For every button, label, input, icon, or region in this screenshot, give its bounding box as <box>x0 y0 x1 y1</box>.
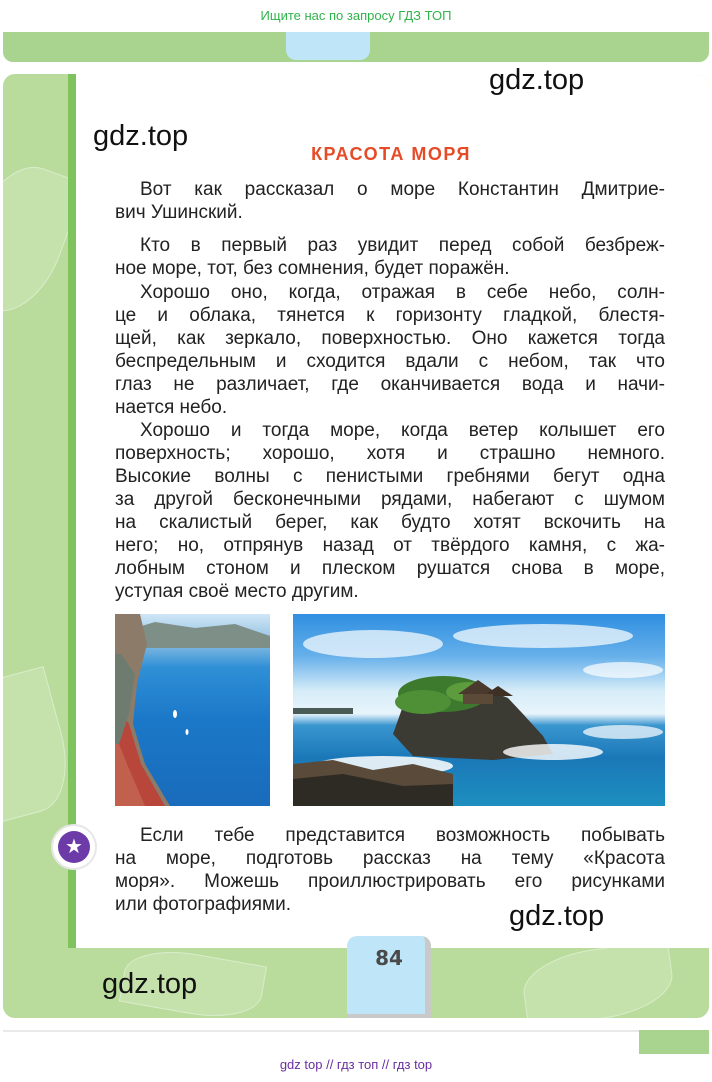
leaf-decoration <box>519 939 677 1018</box>
text-line: на море, подготовь рассказ на тему «Красота <box>115 848 665 869</box>
next-page-margin <box>639 1030 709 1054</box>
text-line: беспредельным и сходится вдали с небом, так что <box>115 351 665 372</box>
page-number-tab <box>347 936 431 1018</box>
footer <box>0 1052 712 1082</box>
text-line: уступая своё место другим. <box>115 581 359 602</box>
temple-rock-illustration <box>293 614 665 806</box>
sea-cliffs-photo <box>115 614 270 806</box>
watermark: gdz.top <box>509 900 605 932</box>
text-line: лобным стоном и плеском рушатся снова в море, <box>115 558 665 579</box>
footer-links[interactable]: gdz top // гдз топ // гдз top <box>279 1057 433 1072</box>
text-line: глаз не различает, где оканчивается вода и начи- <box>115 374 665 395</box>
text-line: Вот как рассказал о море Константин Дмитрие- <box>140 179 665 200</box>
next-page-edge <box>3 1030 709 1052</box>
temple-rock-photo <box>293 614 665 806</box>
intro-paragraph <box>115 178 665 224</box>
text-line: Высокие волны с пенистыми гребнями бегут одна <box>115 466 665 487</box>
page-left-band <box>68 74 76 948</box>
task-icon <box>53 826 95 868</box>
text-line: це и облака, тянется к горизонту гладкой, блестя- <box>115 305 665 326</box>
previous-page-tab <box>286 32 370 60</box>
sea-cliffs-illustration <box>115 614 270 806</box>
text-line: за другой бесконечными рядами, набегают с шумом <box>115 489 665 510</box>
watermark: gdz.top <box>489 64 585 96</box>
previous-page-edge <box>3 32 709 62</box>
top-banner-text[interactable]: Ищите нас по запросу ГДЗ ТОП <box>260 8 452 23</box>
text-line: Если тебе представится возможность побывать <box>140 825 665 846</box>
text-line: или фотографиями. <box>115 894 291 915</box>
text-line: щей, как зеркало, поверхностью. Оно кажется тогда <box>115 328 665 349</box>
page-title: КРАСОТА МОРЯ <box>311 144 471 164</box>
watermark: gdz.top <box>102 968 198 1000</box>
text-line: Хорошо оно, когда, отражая в себе небо, солн- <box>140 282 665 303</box>
text-line: моря». Можешь проиллюстрировать его рисунками <box>115 871 665 892</box>
text-line: вич Ушинский. <box>115 202 243 223</box>
text-line: ное море, тот, без сомнения, будет поражён. <box>115 258 510 279</box>
page-number: 84 <box>375 946 403 970</box>
text-line: на скалистый берег, как будто хотят вскочить на <box>115 512 665 533</box>
watermark: gdz.top <box>93 120 189 152</box>
top-banner <box>0 0 712 32</box>
text-line: нается небо. <box>115 397 228 418</box>
story-text <box>115 234 665 603</box>
text-line: Кто в первый раз увидит перед собой безбреж- <box>140 235 665 256</box>
text-line: него; но, отпрянув назад от твёрдого камня, с жа- <box>115 535 665 556</box>
textbook-page <box>3 74 709 1018</box>
text-line: Хорошо и тогда море, когда ветер колышет его <box>140 420 665 441</box>
text-line: поверхность; хорошо, хотя и страшно немного. <box>115 443 665 464</box>
star-icon: ★ <box>58 831 90 863</box>
